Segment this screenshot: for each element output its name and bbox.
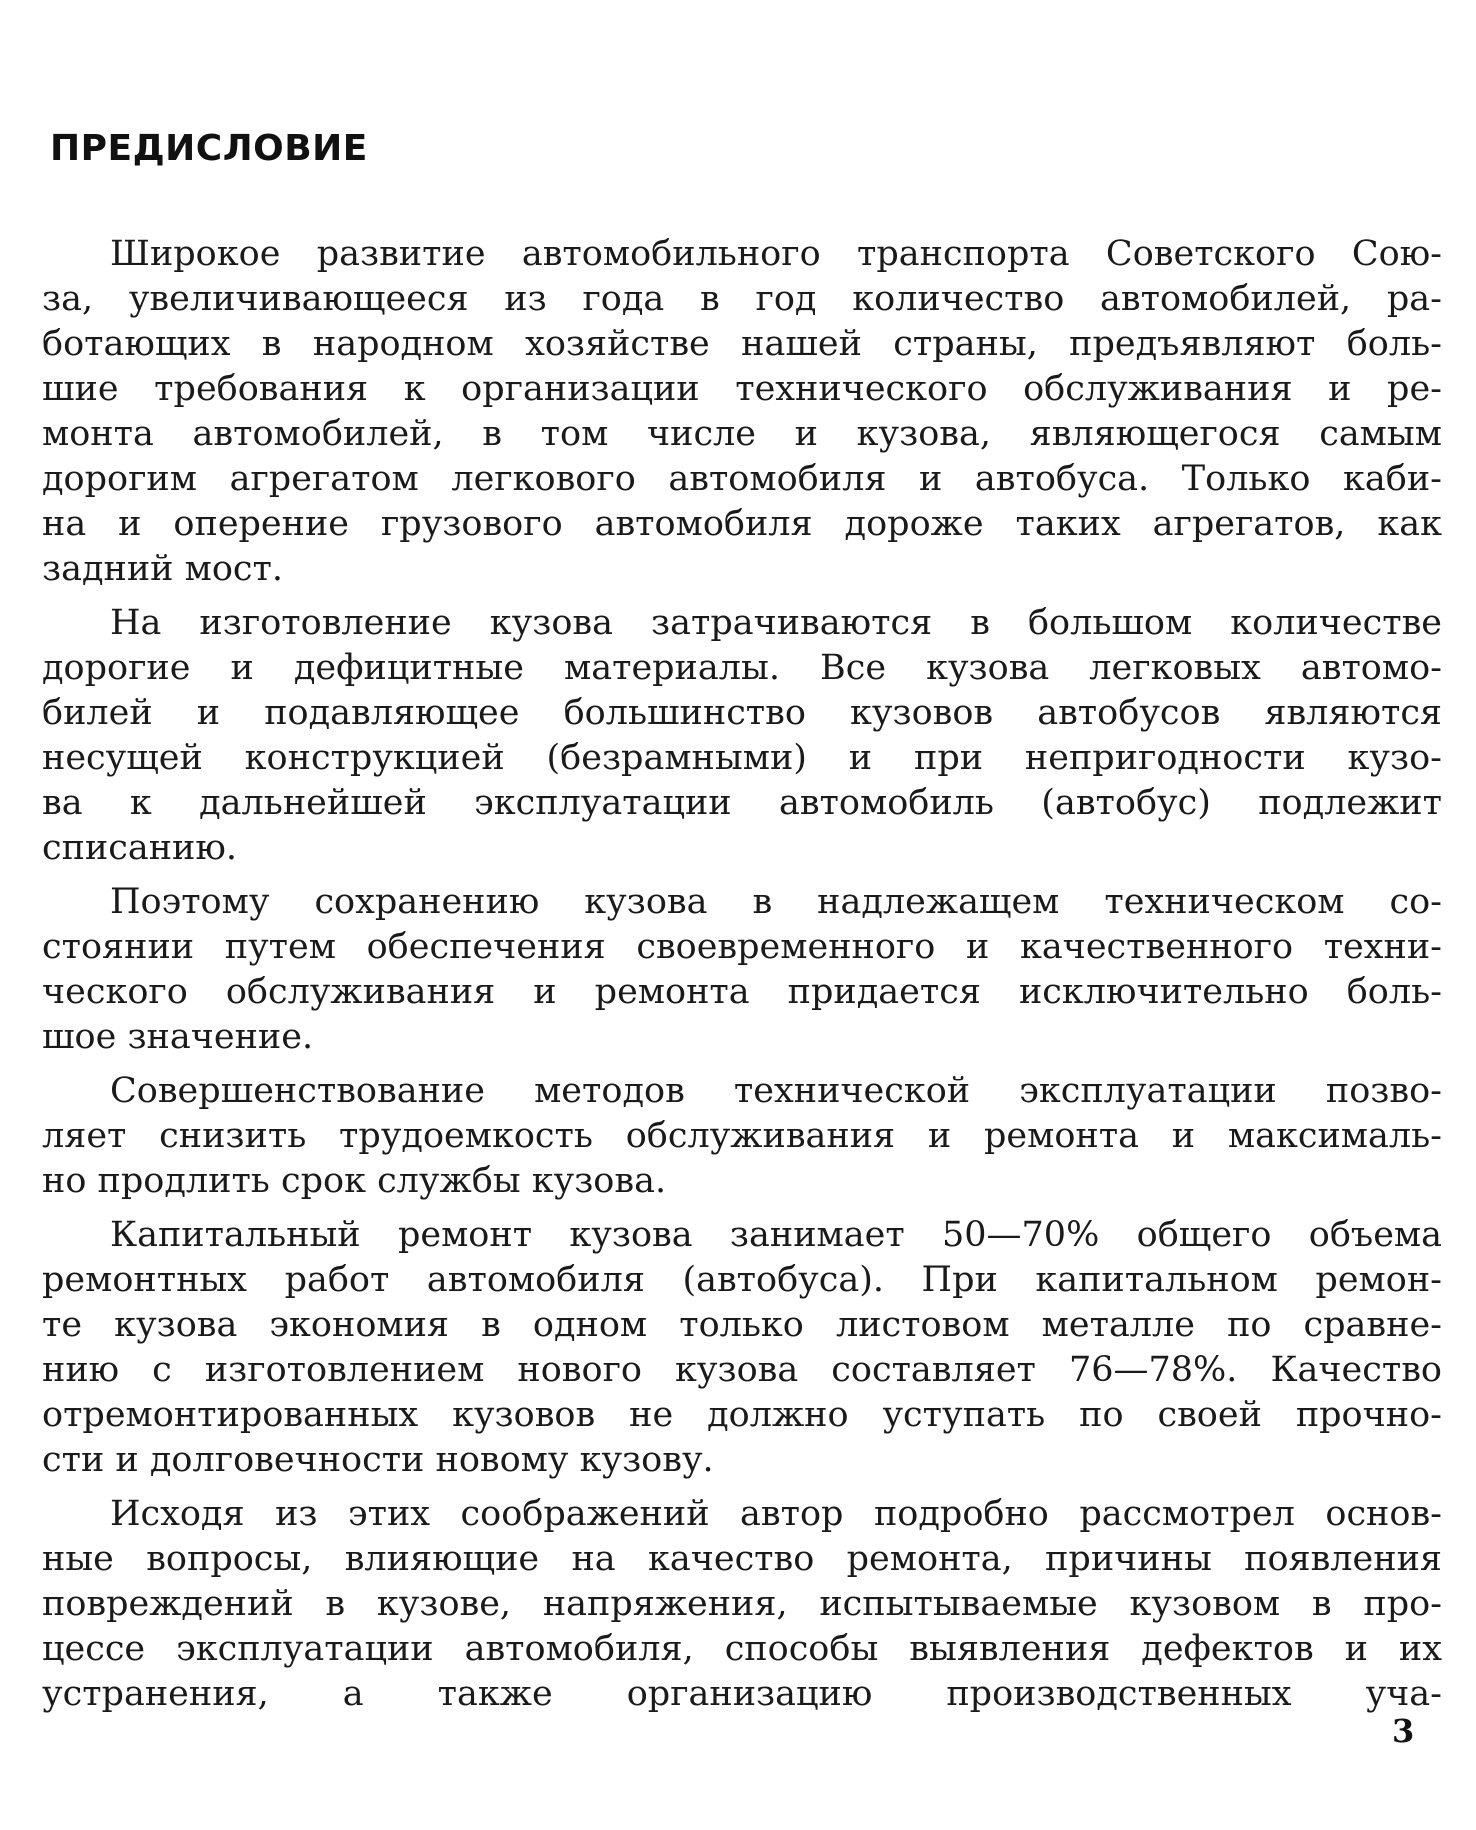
text-line: шое значение. — [42, 1017, 314, 1057]
text-line: ляет снизить трудоемкость обслуживания и ремонта и максималь- — [42, 1116, 1442, 1156]
page-number: 3 — [1392, 1712, 1415, 1750]
text-line: задний мост. — [42, 549, 284, 589]
text-line: несущей конструкцией (безрамными) и при непригодности кузо- — [42, 738, 1442, 778]
text-line: ные вопросы, влияющие на качество ремонта, причины появления — [42, 1539, 1442, 1579]
paragraph — [42, 1492, 1442, 1717]
text-line: Капитальный ремонт кузова занимает 50—70% общего объема — [110, 1215, 1442, 1255]
paragraph — [42, 880, 1442, 1060]
text-line: Совершенствование методов технической эксплуатации позво- — [110, 1071, 1442, 1111]
text-line: те кузова экономия в одном только листовом металле по сравне- — [42, 1305, 1442, 1345]
text-line: повреждений в кузове, напряжения, испытываемые кузовом в про- — [42, 1584, 1442, 1624]
text-line: На изготовление кузова затрачиваются в большом количестве — [110, 603, 1442, 643]
text-line: ботающих в народном хозяйстве нашей страны, предъявляют боль- — [42, 324, 1442, 364]
text-line: стоянии путем обеспечения своевременного и качественного техни- — [42, 927, 1442, 967]
text-line: но продлить срок службы кузова. — [42, 1161, 667, 1201]
text-line: списанию. — [42, 828, 237, 868]
paragraph — [42, 601, 1442, 871]
text-line: отремонтированных кузовов не должно уступать по своей прочно- — [42, 1395, 1442, 1435]
paragraph — [42, 1069, 1442, 1204]
text-line: ва к дальнейшей эксплуатации автомобиль (автобус) подлежит — [42, 783, 1442, 823]
text-line: Исходя из этих соображений автор подробно рассмотрел основ- — [110, 1494, 1442, 1534]
text-line: дорогие и дефицитные материалы. Все кузова легковых автомо- — [42, 648, 1442, 688]
text-line: Поэтому сохранению кузова в надлежащем техническом со- — [110, 882, 1442, 922]
text-line: билей и подавляющее большинство кузовов автобусов являются — [42, 693, 1442, 733]
paragraph — [42, 232, 1442, 592]
text-line: за, увеличивающееся из года в год количество автомобилей, ра- — [42, 279, 1442, 319]
text-line: Широкое развитие автомобильного транспорта Советского Сою- — [110, 234, 1442, 274]
page-heading: ПРЕДИСЛОВИЕ — [50, 128, 368, 169]
text-line: цессе эксплуатации автомобиля, способы выявления дефектов и их — [42, 1629, 1442, 1669]
text-line: устранения, а также организацию производственных уча- — [42, 1674, 1442, 1714]
text-line: сти и долговечности новому кузову. — [42, 1440, 714, 1480]
text-line: нию с изготовлением нового кузова составляет 76—78%. Качество — [42, 1350, 1442, 1390]
text-line: дорогим агрегатом легкового автомобиля и автобуса. Только каби- — [42, 459, 1442, 499]
text-line: шие требования к организации технического обслуживания и ре- — [42, 369, 1442, 409]
text-line: ческого обслуживания и ремонта придается исключительно боль- — [42, 972, 1442, 1012]
text-line: на и оперение грузового автомобиля дороже таких агрегатов, как — [42, 504, 1442, 544]
body-text — [42, 232, 1442, 1726]
text-line: монта автомобилей, в том числе и кузова, являющегося самым — [42, 414, 1442, 454]
text-line: ремонтных работ автомобиля (автобуса). При капитальном ремон- — [42, 1260, 1442, 1300]
paragraph — [42, 1213, 1442, 1483]
